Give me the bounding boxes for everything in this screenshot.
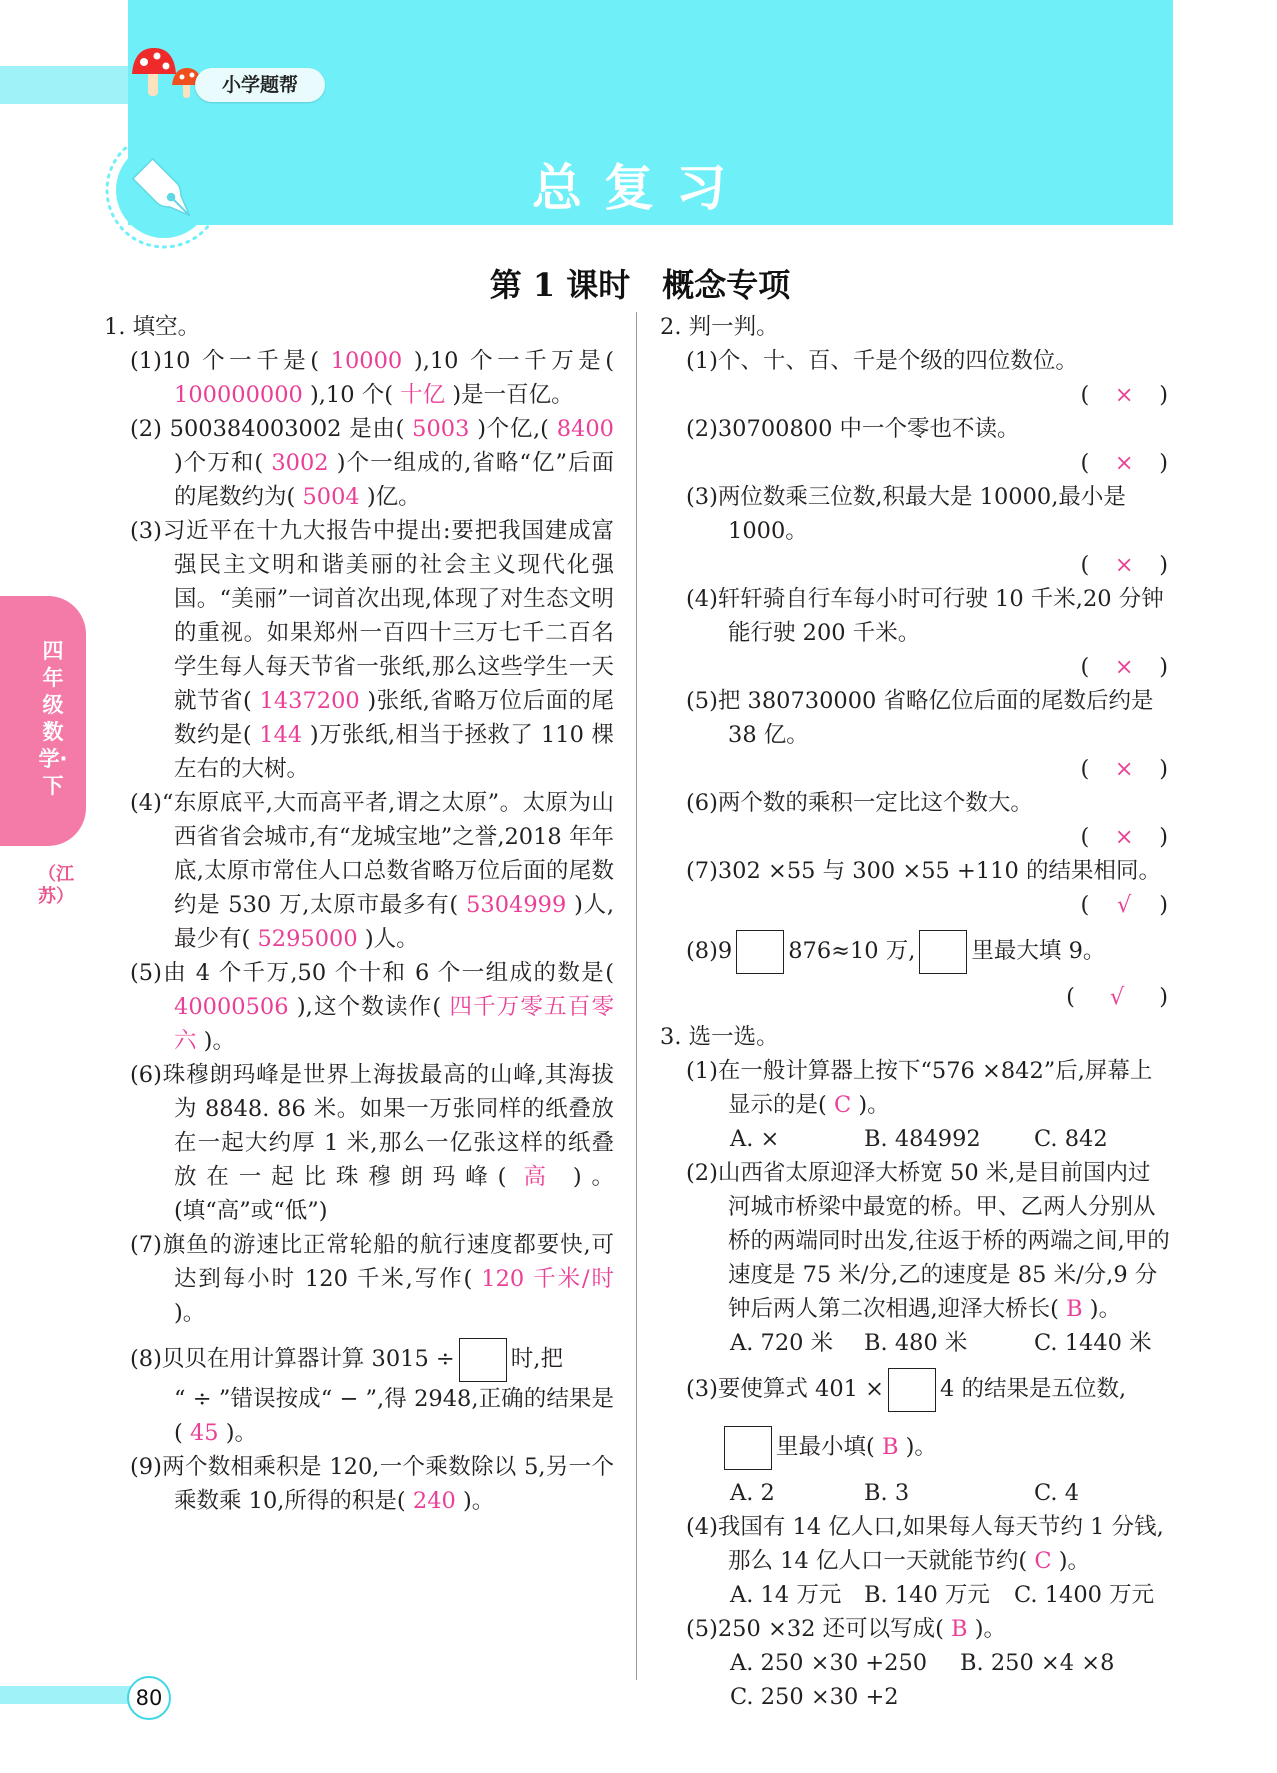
- judge-item: [660, 412, 1172, 446]
- text: (7)302 ×55 与 300 ×55 +110 的结果相同。: [686, 858, 1161, 884]
- option: C. 842: [1034, 1126, 1108, 1152]
- blank-box: [888, 1368, 936, 1412]
- choose-item-4: [660, 1510, 1172, 1578]
- answer: ×: [1114, 654, 1134, 680]
- answer: 十亿: [400, 382, 446, 408]
- section-title-judge: 2. 判一判。: [660, 314, 779, 340]
- choose-options-5b: [660, 1680, 1172, 1714]
- option: B. 250 ×4 ×8: [960, 1650, 1115, 1676]
- judge-mark-8: [660, 980, 1172, 1014]
- answer: 144: [259, 722, 303, 748]
- text: )。: [225, 1420, 258, 1446]
- answer: ×: [1114, 382, 1134, 408]
- text: (2) 500384003002 是由(: [130, 416, 405, 442]
- text: (: [1080, 892, 1090, 918]
- option: B. 3: [864, 1480, 910, 1506]
- judge-mark: [660, 820, 1172, 854]
- lesson-title: 第 1 课时 概念专项: [489, 266, 791, 304]
- choose-options-2: [660, 1326, 1172, 1360]
- text: )个亿,(: [477, 416, 549, 442]
- text: (5)把 380730000 省略亿位后面的尾数后约是 38 亿。: [686, 688, 1154, 748]
- text: 876≈10 万,: [788, 938, 916, 964]
- choose-options-5: [660, 1646, 1172, 1680]
- choose-options-4: [660, 1578, 1172, 1612]
- answer: B: [951, 1616, 968, 1642]
- blank-box: [459, 1338, 507, 1382]
- text: ): [1159, 892, 1168, 918]
- option: C. 1440 米: [1034, 1330, 1152, 1356]
- option: B. 484992: [864, 1126, 981, 1152]
- column-divider: [636, 312, 637, 1680]
- judge-mark: [660, 548, 1172, 582]
- page-number: 80: [127, 1676, 171, 1720]
- text: )。(填“高”或“低”): [174, 1164, 615, 1224]
- text: )。: [974, 1616, 1007, 1642]
- text: )人。: [364, 926, 419, 952]
- text: (: [1080, 382, 1090, 408]
- text: ): [1159, 984, 1168, 1010]
- text: (: [1080, 824, 1090, 850]
- answer: √: [1117, 892, 1132, 918]
- text: ): [1159, 552, 1168, 578]
- text: ): [1159, 824, 1168, 850]
- blank-box: [724, 1426, 772, 1470]
- answer: 120 千米/时: [481, 1266, 614, 1292]
- answer: B: [881, 1434, 899, 1460]
- side-tab-grade-label: 四年级数学·下: [38, 639, 68, 798]
- fill-item-6: [104, 1058, 614, 1228]
- text: (: [1066, 984, 1075, 1010]
- text: (2)30700800 中一个零也不读。: [686, 416, 1020, 442]
- answer: ×: [1114, 552, 1134, 578]
- text: (: [1080, 552, 1090, 578]
- option: C. 4: [1034, 1480, 1080, 1506]
- fill-item-8-cont: [104, 1382, 614, 1450]
- judge-mark: [660, 378, 1172, 412]
- text: (: [1080, 756, 1090, 782]
- answer: ×: [1114, 756, 1134, 782]
- answer: 10000: [330, 348, 403, 374]
- option: B. 140 万元: [864, 1582, 990, 1608]
- judge-mark: [660, 446, 1172, 480]
- fountain-pen-icon: [104, 130, 224, 250]
- option: A. 2: [730, 1480, 775, 1506]
- choose-item-3-cont: [660, 1418, 1172, 1476]
- answer: C: [1034, 1548, 1052, 1574]
- text: (3)两位数乘三位数,积最大是 10000,最小是 1000。: [686, 484, 1126, 544]
- text: “ ÷ ”错误按成“ − ”,得 2948,正确的结果是(: [174, 1386, 614, 1446]
- choose-options-3: [660, 1476, 1172, 1510]
- answer: 40000506: [174, 994, 289, 1020]
- text: 时,把: [510, 1346, 563, 1372]
- text: ): [1159, 450, 1168, 476]
- text: (1)在一般计算器上按下“576 ×842”后,屏幕上显示的是(: [686, 1058, 1153, 1118]
- text: (6)珠穆朗玛峰是世界上海拔最高的山峰,其海拔为 8848. 86 米。如果一万张同样的纸叠放在一起大约厚 1 米,那么一亿张这样的纸叠放在一起比珠穆朗玛峰(: [130, 1062, 614, 1190]
- option: C. 250 ×30 +2: [730, 1684, 899, 1710]
- answer: 240: [412, 1488, 456, 1514]
- judge-item: [660, 582, 1172, 650]
- right-column: [660, 310, 1172, 1714]
- answer: 1437200: [259, 688, 360, 714]
- text: )。: [1089, 1296, 1122, 1322]
- text: )万张纸,相当于拯救了 110 棵左右的大树。: [174, 722, 615, 782]
- text: )人,最少有(: [174, 892, 615, 952]
- text: )。: [462, 1488, 495, 1514]
- judge-mark: [660, 650, 1172, 684]
- judge-item: [660, 344, 1172, 378]
- text: (8)9: [686, 938, 733, 964]
- judge-mark: [660, 752, 1172, 786]
- text: )个一组成的,省略“亿”后面的尾数约为(: [174, 450, 615, 510]
- answer: ×: [1114, 450, 1134, 476]
- option: A. 720 米: [730, 1330, 834, 1356]
- judge-item: [660, 684, 1172, 752]
- answer: 5304999: [466, 892, 567, 918]
- fill-item-2: [104, 412, 614, 514]
- text: ): [1159, 756, 1168, 782]
- answer: 高: [523, 1164, 556, 1190]
- fill-item-1: [104, 344, 614, 412]
- brand-label: 小学题帮: [195, 68, 325, 102]
- text: (3)习近平在十九大报告中提出:要把我国建成富强民主文明和谐美丽的社会主义现代化强国。“美丽”一词首次出现,体现了对生态文明的重视。如果郑州一百四十三万七千二百名学生每人每天节省一张纸,那么这些学生一天就节省(: [130, 518, 614, 714]
- judge-item-8: [660, 922, 1172, 980]
- text: (3)要使算式 401 ×: [686, 1376, 884, 1402]
- judge-item: [660, 854, 1172, 888]
- choose-item-3: [660, 1360, 1172, 1418]
- text: )亿。: [366, 484, 421, 510]
- fill-item-5: [104, 956, 614, 1058]
- answer: 5295000: [257, 926, 358, 952]
- text: (: [1080, 654, 1090, 680]
- text: (4)我国有 14 亿人口,如果每人每天节约 1 分钱,那么 14 亿人口一天就能节约(: [686, 1514, 1164, 1574]
- text: ): [1159, 654, 1168, 680]
- text: (5)由 4 个千万,50 个十和 6 个一组成的数是(: [130, 960, 614, 986]
- blank-box: [919, 930, 967, 974]
- answer: √: [1109, 984, 1125, 1010]
- answer: 45: [189, 1420, 219, 1446]
- text: (9)两个数相乘积是 120,一个乘数除以 5,另一个乘数乘 10,所得的积是(: [130, 1454, 614, 1514]
- footer-bar: [0, 1686, 140, 1704]
- section-title-choose: 3. 选一选。: [660, 1024, 779, 1050]
- text: )张纸,省略万位后面的尾数约是(: [174, 688, 614, 748]
- section-title-fill: 1. 填空。: [104, 314, 201, 340]
- text: (1)10 个一千是(: [130, 348, 319, 374]
- text: (1)个、十、百、千是个级的四位数位。: [686, 348, 1078, 374]
- fill-item-7: [104, 1228, 614, 1330]
- text: 里最小填(: [776, 1434, 875, 1460]
- option: A. 14 万元: [730, 1582, 842, 1608]
- choose-options-1: [660, 1122, 1172, 1156]
- option: A. ×: [730, 1126, 780, 1152]
- option: C. 1400 万元: [1014, 1582, 1155, 1608]
- choose-item-1: [660, 1054, 1172, 1122]
- answer: 100000000: [174, 382, 303, 408]
- text: ): [1159, 382, 1168, 408]
- text: (: [1080, 450, 1090, 476]
- text: ),这个数读作(: [296, 994, 442, 1020]
- choose-item-2: [660, 1156, 1172, 1326]
- text: )。: [1058, 1548, 1091, 1574]
- text: )。: [203, 1028, 235, 1054]
- option: A. 250 ×30 +250: [730, 1650, 928, 1676]
- text: (6)两个数的乘积一定比这个数大。: [686, 790, 1033, 816]
- answer: ×: [1114, 824, 1134, 850]
- text: 4 的结果是五位数,: [939, 1376, 1127, 1402]
- text: (8)贝贝在用计算器计算 3015 ÷: [130, 1346, 455, 1372]
- left-column: [104, 310, 614, 1518]
- choose-item-5: [660, 1612, 1172, 1646]
- judge-mark: [660, 888, 1172, 922]
- judge-list: [660, 344, 1172, 922]
- judge-item: [660, 786, 1172, 820]
- text: )。: [174, 1300, 206, 1326]
- text: 里最大填 9。: [971, 938, 1106, 964]
- text: ),10 个一千万是(: [413, 348, 614, 374]
- answer: 5003: [412, 416, 470, 442]
- answer: 3002: [271, 450, 329, 476]
- text: (4)“东原底平,大而高平者,谓之太原”。太原为山西省省会城市,有“龙城宝地”之誉,2018 年年底,太原市常住人口总数省略万位后面的尾数约是 530 万,太原市最多有(: [130, 790, 614, 918]
- answer: B: [1066, 1296, 1083, 1322]
- text: (7)旗鱼的游速比正常轮船的航行速度都要快,可达到每小时 120 千米,写作(: [130, 1232, 614, 1292]
- option: B. 480 米: [864, 1330, 968, 1356]
- answer: 四千万零五百零六: [174, 994, 614, 1054]
- text: ),10 个(: [310, 382, 393, 408]
- blank-box: [736, 930, 784, 974]
- text: (4)轩轩骑自行车每小时可行驶 10 千米,20 分钟能行驶 200 千米。: [686, 586, 1164, 646]
- text: )个万和(: [174, 450, 264, 476]
- text: )。: [858, 1092, 890, 1118]
- judge-item: [660, 480, 1172, 548]
- page-title: 总复习: [532, 159, 748, 217]
- fill-item-4: [104, 786, 614, 956]
- fill-item-3: [104, 514, 614, 786]
- text: )是一百亿。: [452, 382, 574, 408]
- answer: C: [833, 1092, 852, 1118]
- answer: 8400: [556, 416, 614, 442]
- text: )。: [905, 1434, 937, 1460]
- text: (2)山西省太原迎泽大桥宽 50 米,是目前国内过河城市桥梁中最宽的桥。甲、乙两人分别从桥的两端同时出发,往返于桥的两端之间,甲的速度是 75 米/分,乙的速度是 85 米/分,9 分钟后两人第二次相遇,迎泽大桥长(: [686, 1160, 1170, 1322]
- text: (5)250 ×32 还可以写成(: [686, 1616, 944, 1642]
- fill-item-9: [104, 1450, 614, 1518]
- fill-item-8: [104, 1330, 614, 1388]
- side-tab-region: （江苏）: [38, 864, 74, 907]
- answer: 5004: [302, 484, 360, 510]
